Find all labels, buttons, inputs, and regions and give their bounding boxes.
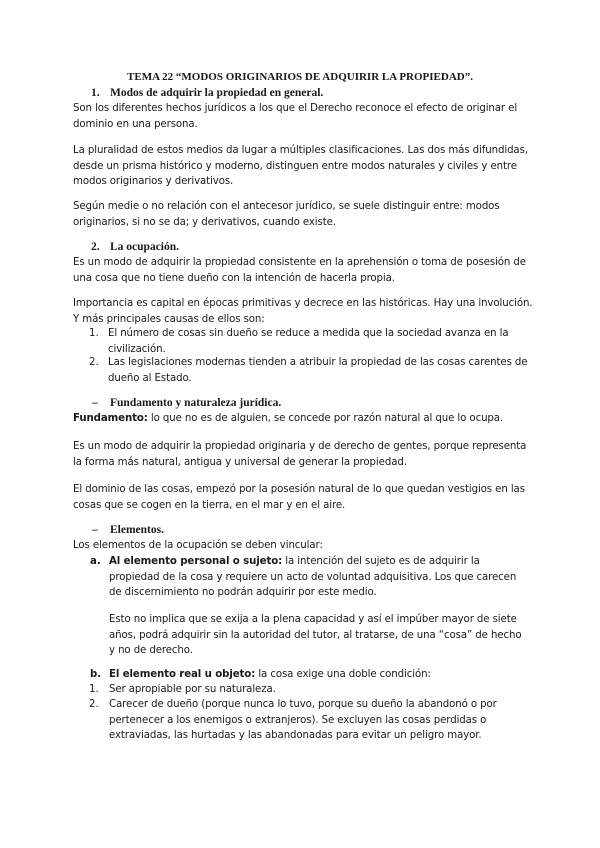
elementos-heading: Elementos. — [110, 524, 164, 536]
item-a-label: Al elemento personal o sujeto: — [109, 556, 283, 567]
section-1-paragraph-2: La pluralidad de estos medios da lugar a múltiples clasificaciones. Las dos más difundidas, desde un prisma histórico y moderno, distinguen entre modos naturales y civiles y entre modos originarios y derivativos. — [73, 145, 528, 187]
section-1-heading: Modos de adquirir la propiedad en general. — [110, 87, 324, 99]
item-b-label: El elemento real u objeto: — [109, 669, 256, 680]
section-2-paragraph-1: Es un modo de adquirir la propiedad consistente en la aprehensión o toma de posesión de una cosa que no tiene dueño con la intención de hacerla propia. — [73, 257, 526, 284]
item-b-body: la cosa exige una doble condición: — [255, 669, 431, 680]
item-a-letter: a. — [90, 556, 101, 567]
document-title: TEMA 22 “MODOS ORIGINARIOS DE ADQUIRIR LA PROPIEDAD”. — [127, 71, 473, 83]
section-2-heading: La ocupación. — [110, 241, 180, 253]
section-1-paragraph-3: Según medie o no relación con el antecesor jurídico, se suele distinguir entre: modos originarios, si no se da; y derivativos, cuando existe. — [73, 201, 500, 228]
section-1-number: 1. — [91, 87, 100, 99]
item-a-body: la intención del sujeto es de adquirir la propiedad de la cosa y requiere un acto de voluntad adquisitiva. Los que carecen de discernimiento no podrán adquirir por este medio. — [109, 556, 517, 598]
item-b-letter: b. — [90, 669, 102, 680]
item-a-paragraph-2: Esto no implica que se exija a la plena capacidad y así el impúber mayor de siete años, podrá adquirir sin la autoridad del tutor, al tratarse, de una “cosa” de hecho y no de derecho. — [109, 614, 522, 656]
elementos-intro: Los elementos de la ocupación se deben vincular: — [73, 540, 323, 551]
list-item: El número de cosas sin dueño se reduce a medida que la sociedad avanza en la civilización. — [108, 328, 509, 355]
fundamento-text: lo que no es de alguien, se concede por razón natural al que lo ocupa. — [147, 413, 504, 424]
item-b-text — [109, 667, 529, 683]
list-item: Carecer de dueño (porque nunca lo tuvo, porque su dueño la abandonó o por pertenecer a los enemigos o extranjeros). Se excluyen las cosas perdidas o extraviadas, las hurtadas y las abandonadas para evitar un peligro mayor. — [109, 699, 497, 741]
list-item: Ser apropiable por su naturaleza. — [109, 684, 276, 695]
list-item: Las legislaciones modernas tienden a atribuir la propiedad de las cosas carentes de dueño al Estado. — [108, 357, 528, 384]
elementos-dash: – — [92, 524, 98, 536]
section-2-number: 2. — [91, 241, 100, 253]
fundamento-paragraph-1 — [73, 411, 533, 427]
list-item-number: 2. — [89, 699, 99, 710]
list-item-number: 1. — [89, 684, 99, 695]
fundamento-paragraph-3: El dominio de las cosas, empezó por la posesión natural de lo que quedan vestigios en las cosas que se cogen en la tierra, en el mar y en el aire. — [73, 484, 525, 511]
fundamento-dash: – — [92, 397, 98, 409]
fundamento-paragraph-2: Es un modo de adquirir la propiedad originaria y de derecho de gentes, porque representa la forma más natural, antigua y universal de generar la propiedad. — [73, 441, 527, 468]
list-item-number: 1. — [89, 328, 99, 339]
list-item-number: 2. — [89, 357, 99, 368]
fundamento-label: Fundamento: — [73, 413, 148, 424]
section-1-paragraph-1: Son los diferentes hechos jurídicos a los que el Derecho reconoce el efecto de originar el dominio en una persona. — [73, 103, 518, 130]
fundamento-heading: Fundamento y naturaleza jurídica. — [110, 397, 282, 409]
section-2-paragraph-2: Importancia es capital en épocas primitivas y decrece en las históricas. Hay una involución. Y más principales causas de ellos son: — [73, 298, 533, 325]
item-a-text — [109, 554, 529, 601]
